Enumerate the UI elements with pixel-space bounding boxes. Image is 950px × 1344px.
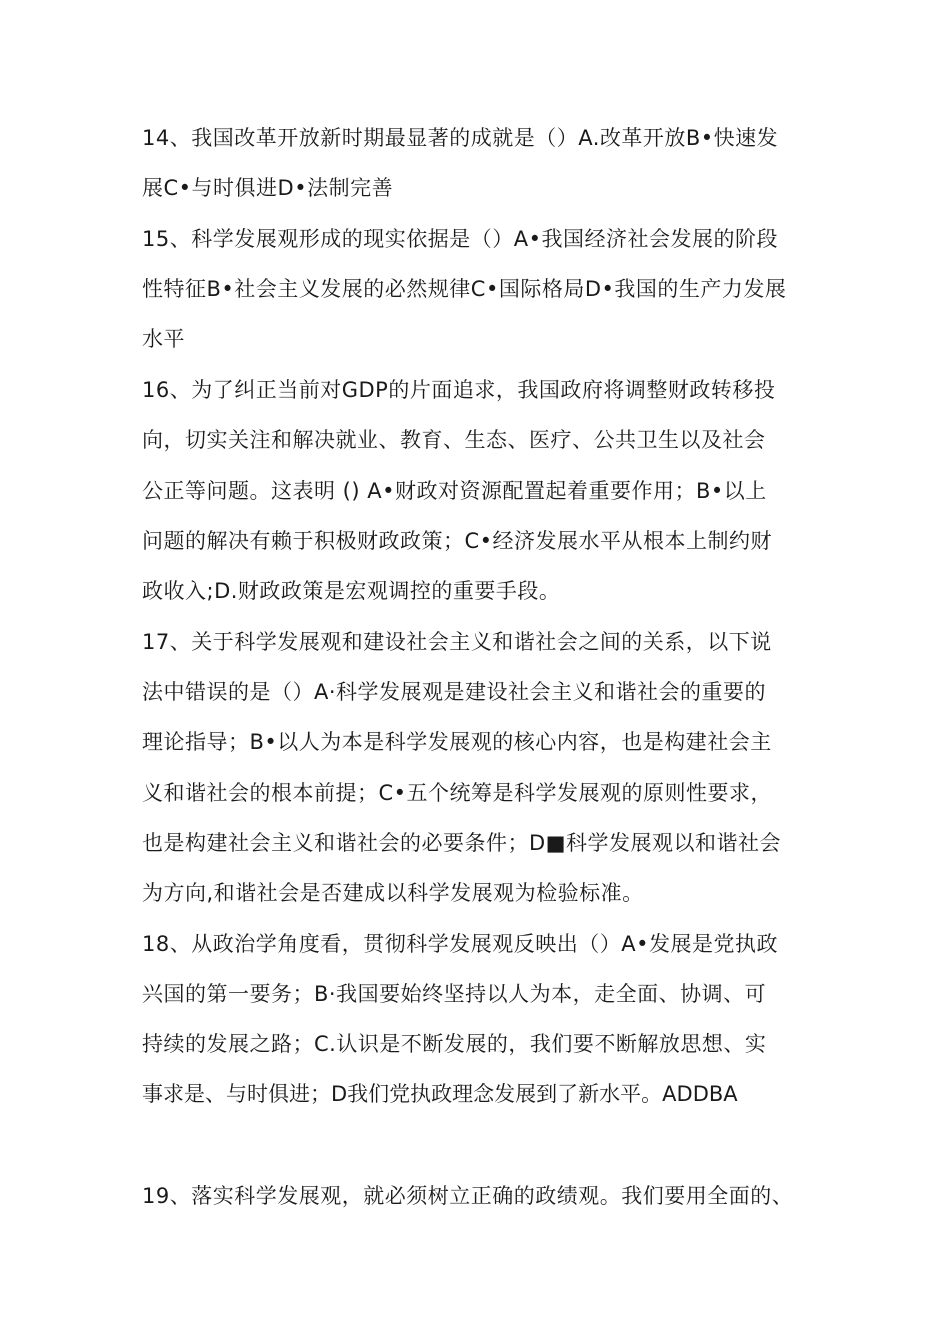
text-line: 问题的解决有赖于积极财政政策；C•经济发展水平从根本上制约财 xyxy=(142,529,773,553)
text-line: 水平 xyxy=(142,327,185,351)
text-line: 持续的发展之路；C.认识是不断发展的，我们要不断解放思想、实 xyxy=(142,1032,767,1056)
text-line: 性特征B•社会主义发展的必然规律C•国际格局D•我国的生产力发展 xyxy=(142,277,787,301)
text-line: 公正等问题。这表明 () A•财政对资源配置起着重要作用；B•以上 xyxy=(142,479,767,503)
text-line: 法中错误的是（）A·科学发展观是建设社会主义和谐社会的重要的 xyxy=(142,680,767,704)
text-line: 15、科学发展观形成的现实依据是（）A•我国经济社会发展的阶段 xyxy=(142,227,778,251)
text-line: 事求是、与时俱进；D我们党执政理念发展到了新水平。ADDBA xyxy=(142,1082,738,1106)
text-line: 为方向,和谐社会是否建成以科学发展观为检验标准。 xyxy=(142,881,644,905)
text-line: 14、我国改革开放新时期最显著的成就是（）A.改革开放B•快速发 xyxy=(142,126,779,150)
text-line: 19、落实科学发展观，就必须树立正确的政绩观。我们要用全面的、 xyxy=(142,1184,794,1208)
text-line: 义和谐社会的根本前提；C•五个统筹是科学发展观的原则性要求， xyxy=(142,781,773,805)
text-line: 向，切实关注和解决就业、教育、生态、医疗、公共卫生以及社会 xyxy=(142,428,766,452)
text-line: 17、关于科学发展观和建设社会主义和谐社会之间的关系，以下说 xyxy=(142,630,772,654)
text-line: 18、从政治学角度看，贯彻科学发展观反映出（）A•发展是党执政 xyxy=(142,932,778,956)
text-line: 16、为了纠正当前对GDP的片面追求，我国政府将调整财政转移投 xyxy=(142,378,776,402)
text-line: 展C•与时俱进D•法制完善 xyxy=(142,176,394,200)
text-line: 兴国的第一要务；B·我国要始终坚持以人为本，走全面、协调、可 xyxy=(142,982,767,1006)
text-line: 政收入;D.财政政策是宏观调控的重要手段。 xyxy=(142,579,561,603)
text-line: 理论指导；B•以人为本是科学发展观的核心内容，也是构建社会主 xyxy=(142,730,772,754)
text-line: 也是构建社会主义和谐社会的必要条件；D■科学发展观以和谐社会 xyxy=(142,831,782,855)
